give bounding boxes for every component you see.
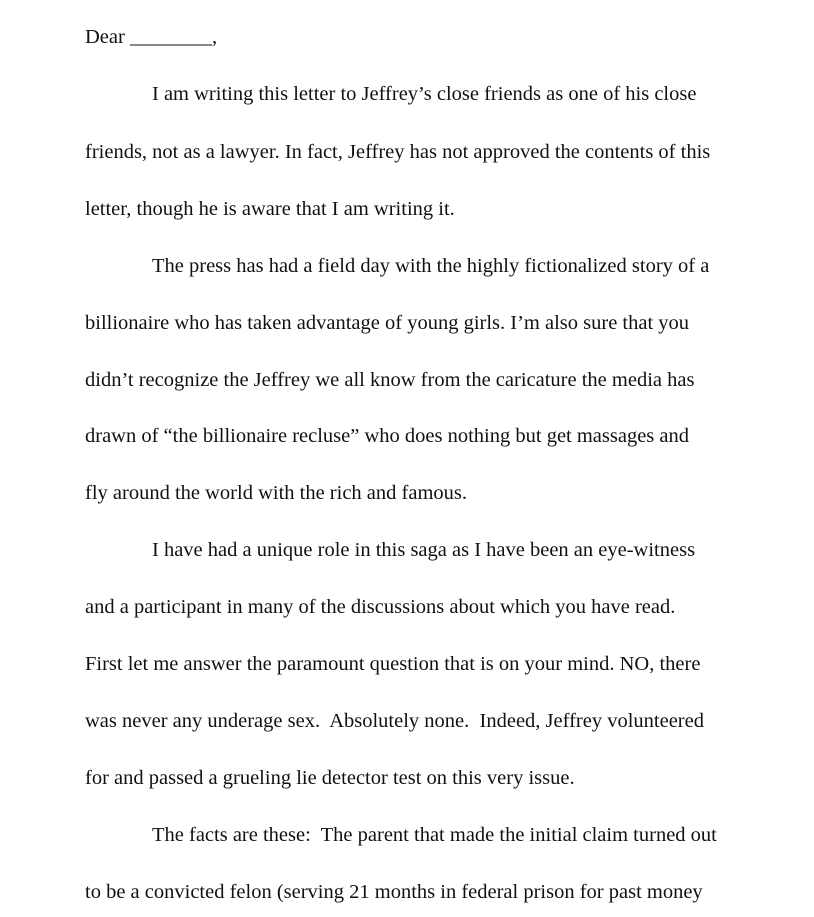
paragraph-2-line-2: billionaire who has taken advantage of young girls. I’m also sure that you — [85, 312, 690, 334]
paragraph-3-line-1: I have had a unique role in this saga as I have been an eye-witness — [152, 539, 696, 561]
paragraph-2-line-1: The press has had a field day with the highly fictionalized story of a — [152, 255, 710, 277]
paragraph-3-line-3: First let me answer the paramount question that is on your mind. NO, there — [85, 653, 701, 675]
paragraph-1-line-2: friends, not as a lawyer. In fact, Jeffrey has not approved the contents of this — [85, 141, 711, 163]
paragraph-1-line-1: I am writing this letter to Jeffrey’s close friends as one of his close — [152, 83, 697, 105]
paragraph-1-line-3: letter, though he is aware that I am writing it. — [85, 198, 455, 220]
paragraph-3-line-4: was never any underage sex. Absolutely none. Indeed, Jeffrey volunteered — [85, 710, 704, 732]
paragraph-4-line-2: to be a convicted felon (serving 21 months in federal prison for past money — [85, 881, 703, 903]
paragraph-4-line-1: The facts are these: The parent that made the initial claim turned out — [152, 824, 717, 846]
paragraph-2-line-4: drawn of “the billionaire recluse” who does nothing but get massages and — [85, 425, 690, 447]
paragraph-3-line-2: and a participant in many of the discussions about which you have read. — [85, 596, 676, 618]
paragraph-2-line-3: didn’t recognize the Jeffrey we all know from the caricature the media has — [85, 369, 695, 391]
paragraph-3-line-5: for and passed a grueling lie detector test on this very issue. — [85, 767, 575, 789]
salutation: Dear ________, — [85, 26, 218, 48]
paragraph-2-line-5: fly around the world with the rich and famous. — [85, 482, 468, 504]
